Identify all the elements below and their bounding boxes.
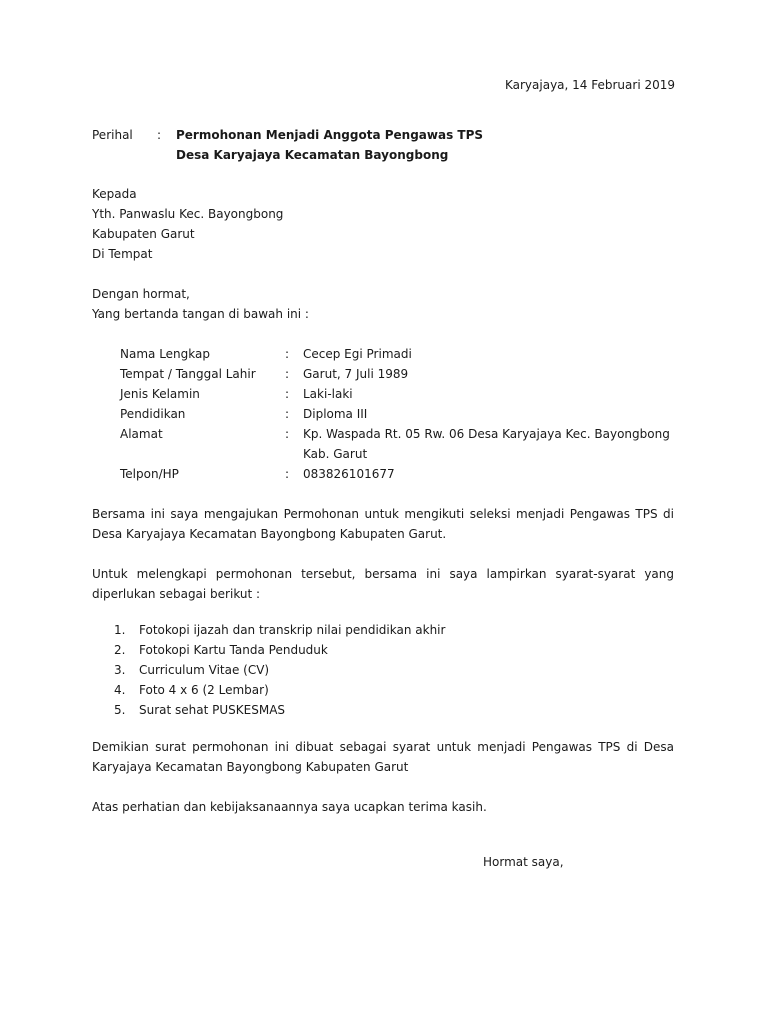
list-number: 2. (114, 643, 126, 657)
greeting-block (92, 284, 309, 324)
identity-colon: : (285, 427, 290, 441)
closing-paragraph (92, 737, 674, 777)
paragraph-line: Untuk melengkapi permohonan tersebut, bersama ini saya lampirkan syarat-syarat yang (92, 567, 674, 581)
place-date: Karyajaya, 14 Februari 2019 (504, 78, 675, 92)
identity-colon: : (285, 407, 290, 421)
subject-colon: : (157, 128, 162, 142)
list-number: 3. (114, 663, 126, 677)
identity-label: Nama Lengkap (120, 347, 210, 361)
identity-value: Garut, 7 Juli 1989 (303, 367, 409, 381)
thanks-paragraph (92, 797, 674, 817)
subject-label: Perihal (92, 128, 133, 142)
paragraph-line: Karyajaya Kecamatan Bayongbong Kabupaten Garut (92, 760, 409, 774)
identity-value: Cecep Egi Primadi (303, 347, 412, 361)
list-number: 4. (114, 683, 126, 697)
recipient-line: Kepada (92, 187, 137, 201)
identity-value: Diploma III (303, 407, 368, 421)
application-paragraph (92, 504, 674, 544)
subject-line-2: Desa Karyajaya Kecamatan Bayongbong (176, 148, 449, 162)
list-text: Foto 4 x 6 (2 Lembar) (139, 683, 269, 697)
list-text: Fotokopi ijazah dan transkrip nilai pendidikan akhir (139, 623, 446, 637)
identity-label: Tempat / Tanggal Lahir (120, 367, 256, 381)
identity-label: Telpon/HP (120, 467, 179, 481)
list-number: 1. (114, 623, 126, 637)
list-text: Curriculum Vitae (CV) (139, 663, 270, 677)
paragraph-line: Demikian surat permohonan ini dibuat sebagai syarat untuk menjadi Pengawas TPS di Desa (92, 740, 674, 754)
identity-colon: : (285, 387, 290, 401)
intro-line: Yang bertanda tangan di bawah ini : (92, 307, 309, 321)
identity-value: Laki-laki (303, 387, 353, 401)
closing-salutation: Hormat saya, (483, 855, 564, 869)
identity-label: Pendidikan (120, 407, 186, 421)
subject-line-1: Permohonan Menjadi Anggota Pengawas TPS (176, 128, 484, 142)
identity-value: Kp. Waspada Rt. 05 Rw. 06 Desa Karyajaya Kec. Bayongbong (303, 427, 670, 441)
greeting-line: Dengan hormat, (92, 287, 190, 301)
recipient-line: Yth. Panwaslu Kec. Bayongbong (92, 207, 284, 221)
identity-value-continued: Kab. Garut (303, 447, 368, 461)
identity-colon: : (285, 347, 290, 361)
paragraph-line: Atas perhatian dan kebijaksanaannya saya ucapkan terima kasih. (92, 800, 487, 814)
identity-colon: : (285, 467, 290, 481)
list-text: Fotokopi Kartu Tanda Penduduk (139, 643, 328, 657)
list-number: 5. (114, 703, 126, 717)
recipient-block (92, 184, 283, 264)
identity-value: 083826101677 (303, 467, 395, 481)
recipient-line: Di Tempat (92, 247, 153, 261)
recipient-line: Kabupaten Garut (92, 227, 195, 241)
identity-label: Jenis Kelamin (120, 387, 200, 401)
list-text: Surat sehat PUSKESMAS (139, 703, 286, 717)
paragraph-line: diperlukan sebagai berikut : (92, 587, 261, 601)
requirements-paragraph (92, 564, 674, 604)
paragraph-line: Desa Karyajaya Kecamatan Bayongbong Kabupaten Garut. (92, 527, 447, 541)
identity-label: Alamat (120, 427, 163, 441)
identity-colon: : (285, 367, 290, 381)
paragraph-line: Bersama ini saya mengajukan Permohonan untuk mengikuti seleksi menjadi Pengawas TPS di (92, 507, 674, 521)
